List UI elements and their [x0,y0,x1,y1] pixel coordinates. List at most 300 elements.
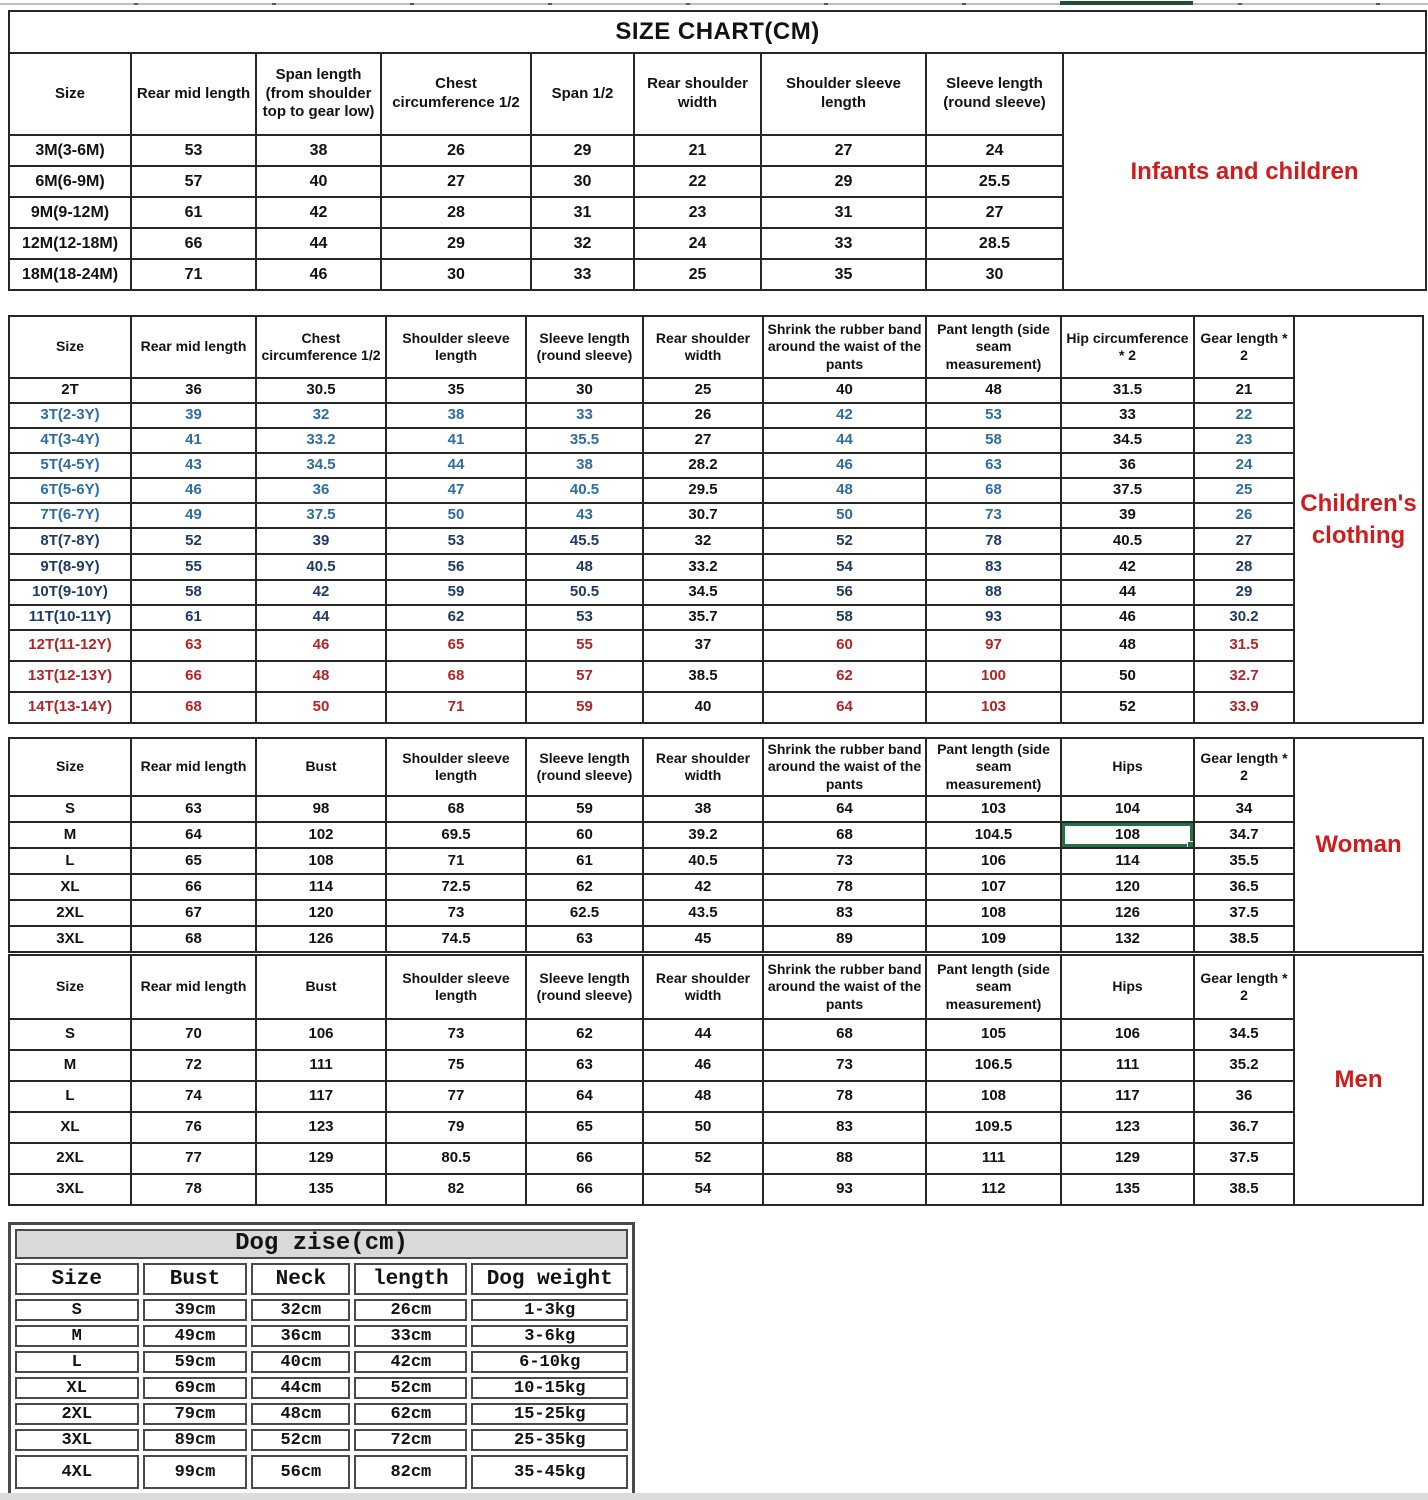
value-cell: 62 [526,1019,643,1050]
value-cell: 98 [256,796,386,822]
title-row [15,1229,628,1259]
value-cell: 59 [526,796,643,822]
table-row [9,605,1423,630]
value-cell: 33 [526,403,643,428]
value-cell: 62 [386,605,526,630]
value-cell: 106 [256,1019,386,1050]
header-cell: Shrink the rubber band around the waist of the pants [763,955,926,1019]
value-cell: 46 [256,630,386,661]
value-cell: 65 [131,848,256,874]
table-row [9,453,1423,478]
value-cell: 30 [531,166,634,197]
header-cell: Sleeve length (round sleeve) [526,738,643,796]
size-cell: 14T(13-14Y) [9,692,131,723]
value-cell: 48cm [251,1403,350,1425]
value-cell: 72.5 [386,874,526,900]
value-cell: 54 [763,554,926,580]
category-label: Men [1294,955,1423,1205]
value-cell: 82cm [354,1455,467,1489]
value-cell: 71 [386,692,526,723]
size-cell: 8T(7-8Y) [9,528,131,554]
value-cell: 68 [763,822,926,848]
value-cell: 50 [763,503,926,528]
value-cell: 43 [526,503,643,528]
header-cell: Rear mid length [131,316,256,378]
value-cell: 29 [531,135,634,166]
value-cell: 52 [1061,692,1194,723]
value-cell: 111 [256,1050,386,1081]
value-cell: 44 [763,428,926,453]
value-cell: 71 [386,848,526,874]
value-cell: 33 [531,259,634,290]
header-cell: Shrink the rubber band around the waist of the pants [763,316,926,378]
value-cell: 33 [761,228,926,259]
value-cell: 82 [386,1174,526,1205]
value-cell: 105 [926,1019,1061,1050]
value-cell: 39 [256,528,386,554]
value-cell: 97 [926,630,1061,661]
value-cell: 65 [386,630,526,661]
value-cell: 114 [1061,848,1194,874]
value-cell: 63 [526,926,643,952]
size-cell: 2XL [15,1403,139,1425]
value-cell: 36 [1194,1081,1294,1112]
size-cell: 4T(3-4Y) [9,428,131,453]
value-cell: 53 [386,528,526,554]
header-cell: Bust [143,1263,248,1295]
value-cell: 56 [386,554,526,580]
value-cell: 42 [643,874,763,900]
category-label: Infants and children [1063,53,1426,290]
table-row [9,1174,1423,1205]
value-cell: 64 [131,822,256,848]
value-cell: 37.5 [1194,1143,1294,1174]
selected-column-indicator [1060,1,1193,5]
woman-size-table [8,737,1424,953]
value-cell: 63 [131,796,256,822]
value-cell: 40 [643,692,763,723]
value-cell: 34.5 [1194,1019,1294,1050]
value-cell: 58 [926,428,1061,453]
header-cell: Sleeve length (round sleeve) [526,955,643,1019]
value-cell: 45.5 [526,528,643,554]
value-cell: 120 [1061,874,1194,900]
value-cell: 32 [256,403,386,428]
value-cell: 108 [926,900,1061,926]
value-cell: 28.5 [926,228,1063,259]
header-cell: Gear length * 2 [1194,738,1294,796]
value-cell: 89cm [143,1429,248,1451]
value-cell: 41 [131,428,256,453]
value-cell: 68 [763,1019,926,1050]
value-cell: 35 [761,259,926,290]
value-cell: 36.5 [1194,874,1294,900]
table-row [9,478,1423,503]
value-cell: 42 [256,580,386,605]
size-cell: 18M(18-24M) [9,259,131,290]
value-cell: 40.5 [643,848,763,874]
value-cell: 123 [1061,1112,1194,1143]
value-cell: 42 [1061,554,1194,580]
value-cell: 93 [763,1174,926,1205]
table-row [9,1143,1423,1174]
value-cell: 1-3kg [471,1299,628,1321]
value-cell: 48 [526,554,643,580]
value-cell: 66 [131,228,256,259]
value-cell: 27 [761,135,926,166]
value-cell: 28.2 [643,453,763,478]
header-cell: Chest circumference 1/2 [381,53,531,135]
value-cell: 65 [526,1112,643,1143]
header-cell: Shoulder sleeve length [761,53,926,135]
value-cell: 129 [1061,1143,1194,1174]
value-cell: 132 [1061,926,1194,952]
value-cell: 74.5 [386,926,526,952]
value-cell: 112 [926,1174,1061,1205]
value-cell: 42cm [354,1351,467,1373]
size-cell: 13T(12-13Y) [9,661,131,692]
infant-size-table [8,10,1427,291]
size-cell: 6M(6-9M) [9,166,131,197]
header-cell: Rear shoulder width [643,955,763,1019]
title-row [9,11,1426,53]
value-cell: 30 [381,259,531,290]
size-cell: S [15,1299,139,1321]
value-cell: 27 [926,197,1063,228]
value-cell: 109.5 [926,1112,1061,1143]
size-cell: 12T(11-12Y) [9,630,131,661]
size-cell: 3XL [9,1174,131,1205]
value-cell: 35.7 [643,605,763,630]
value-cell: 56cm [251,1455,350,1489]
value-cell: 23 [1194,428,1294,453]
value-cell: 36cm [251,1325,350,1347]
value-cell: 37.5 [1194,900,1294,926]
value-cell: 104.5 [926,822,1061,848]
value-cell: 36 [1061,453,1194,478]
table-row [9,403,1423,428]
value-cell: 28 [381,197,531,228]
value-cell: 31.5 [1061,378,1194,403]
value-cell: 35.5 [526,428,643,453]
header-cell: Size [9,738,131,796]
value-cell: 68 [926,478,1061,503]
header-cell: Sleeve length (round sleeve) [526,316,643,378]
size-cell: L [15,1351,139,1373]
value-cell: 6-10kg [471,1351,628,1373]
size-cell: M [9,822,131,848]
value-cell: 114 [256,874,386,900]
value-cell: 73 [386,900,526,926]
value-cell: 44cm [251,1377,350,1399]
value-cell: 135 [1061,1174,1194,1205]
value-cell: 103 [926,796,1061,822]
header-cell: Pant length (side seam measurement) [926,316,1061,378]
header-cell: Gear length * 2 [1194,316,1294,378]
size-cell: 3XL [15,1429,139,1451]
value-cell: 48 [256,661,386,692]
value-cell: 22 [1194,403,1294,428]
table-row [15,1377,628,1399]
size-cell: XL [9,874,131,900]
header-cell: Pant length (side seam measurement) [926,955,1061,1019]
value-cell: 10-15kg [471,1377,628,1399]
header-cell: Size [9,955,131,1019]
header-cell: Shoulder sleeve length [386,316,526,378]
value-cell: 15-25kg [471,1403,628,1425]
header-cell: Rear mid length [131,955,256,1019]
value-cell: 73 [763,1050,926,1081]
value-cell: 46 [1061,605,1194,630]
header-cell: length [354,1263,467,1295]
table-row [9,503,1423,528]
value-cell: 35 [386,378,526,403]
table-row [9,848,1423,874]
column-tick-line [0,3,1428,5]
value-cell: 60 [763,630,926,661]
value-cell: 64 [763,796,926,822]
value-cell: 44 [256,228,381,259]
value-cell: 57 [131,166,256,197]
header-cell: Hips [1061,955,1194,1019]
table-row [9,378,1423,403]
value-cell: 135 [256,1174,386,1205]
value-cell: 68 [386,661,526,692]
header-cell: Rear shoulder width [634,53,761,135]
value-cell: 100 [926,661,1061,692]
value-cell: 32 [531,228,634,259]
value-cell: 44 [386,453,526,478]
value-cell: 40 [256,166,381,197]
header-cell: Span length (from shoulder top to gear low) [256,53,381,135]
value-cell: 55 [526,630,643,661]
size-cell: 3XL [9,926,131,952]
table-row [9,796,1423,822]
value-cell: 29 [1194,580,1294,605]
size-cell: 12M(12-18M) [9,228,131,259]
value-cell: 29.5 [643,478,763,503]
header-cell: Rear mid length [131,53,256,135]
value-cell: 111 [926,1143,1061,1174]
header-cell: Hip circumference * 2 [1061,316,1194,378]
size-cell: 5T(4-5Y) [9,453,131,478]
men-size-table [8,954,1424,1206]
value-cell: 106 [1061,1019,1194,1050]
value-cell: 126 [1061,900,1194,926]
value-cell: 37 [643,630,763,661]
value-cell: 38.5 [1194,1174,1294,1205]
value-cell: 47 [386,478,526,503]
value-cell: 37.5 [256,503,386,528]
value-cell: 53 [131,135,256,166]
size-cell: M [15,1325,139,1347]
value-cell: 35.2 [1194,1050,1294,1081]
value-cell: 44 [1061,580,1194,605]
value-cell: 54 [643,1174,763,1205]
value-cell: 34.7 [1194,822,1294,848]
value-cell: 69.5 [386,822,526,848]
value-cell: 103 [926,692,1061,723]
value-cell: 73 [763,848,926,874]
value-cell: 71 [131,259,256,290]
value-cell: 3-6kg [471,1325,628,1347]
value-cell: 61 [526,848,643,874]
value-cell: 52 [763,528,926,554]
value-cell: 50 [643,1112,763,1143]
value-cell: 93 [926,605,1061,630]
value-cell: 107 [926,874,1061,900]
value-cell: 40 [763,378,926,403]
value-cell: 49 [131,503,256,528]
value-cell: 25.5 [926,166,1063,197]
value-cell: 48 [926,378,1061,403]
value-cell: 60 [526,822,643,848]
value-cell: 57 [526,661,643,692]
value-cell: 44 [643,1019,763,1050]
value-cell: 62 [763,661,926,692]
value-cell: 46 [643,1050,763,1081]
value-cell: 52 [643,1143,763,1174]
value-cell: 34 [1194,796,1294,822]
header-cell: Sleeve length (round sleeve) [926,53,1063,135]
value-cell: 48 [643,1081,763,1112]
table-row [9,926,1423,952]
table-row [15,1299,628,1321]
header-cell: Gear length * 2 [1194,955,1294,1019]
value-cell: 80.5 [386,1143,526,1174]
header-row [9,53,1426,135]
value-cell: 78 [131,1174,256,1205]
value-cell: 27 [1194,528,1294,554]
value-cell: 108 [256,848,386,874]
value-cell: 72cm [354,1429,467,1451]
value-cell: 32cm [251,1299,350,1321]
value-cell: 35.5 [1194,848,1294,874]
value-cell: 46 [763,453,926,478]
value-cell: 38.5 [1194,926,1294,952]
header-row [9,738,1423,796]
value-cell: 76 [131,1112,256,1143]
value-cell: 24 [634,228,761,259]
value-cell: 30 [526,378,643,403]
value-cell: 27 [643,428,763,453]
value-cell: 73 [386,1019,526,1050]
header-cell: Dog weight [471,1263,628,1295]
value-cell: 33cm [354,1325,467,1347]
value-cell: 52cm [251,1429,350,1451]
value-cell: 25-35kg [471,1429,628,1451]
value-cell: 40cm [251,1351,350,1373]
value-cell: 34.5 [1061,428,1194,453]
value-cell: 55 [131,554,256,580]
header-cell: Rear shoulder width [643,738,763,796]
size-cell: M [9,1050,131,1081]
table-row [15,1403,628,1425]
value-cell: 53 [926,403,1061,428]
table-row [15,1455,628,1489]
value-cell: 48 [1061,630,1194,661]
value-cell: 50.5 [526,580,643,605]
header-cell: Span 1/2 [531,53,634,135]
table-row [9,822,1423,848]
value-cell: 78 [763,1081,926,1112]
value-cell: 50 [386,503,526,528]
value-cell: 129 [256,1143,386,1174]
table-row [9,1019,1423,1050]
value-cell: 30.2 [1194,605,1294,630]
value-cell: 29 [761,166,926,197]
size-cell: 7T(6-7Y) [9,503,131,528]
value-cell: 21 [1194,378,1294,403]
value-cell: 73 [926,503,1061,528]
value-cell: 28 [1194,554,1294,580]
value-cell: 68 [131,926,256,952]
value-cell: 36 [256,478,386,503]
value-cell: 39cm [143,1299,248,1321]
value-cell: 61 [131,197,256,228]
value-cell: 68 [131,692,256,723]
header-cell: Chest circumference 1/2 [256,316,386,378]
value-cell: 52 [131,528,256,554]
value-cell: 26cm [354,1299,467,1321]
value-cell: 83 [763,900,926,926]
size-cell: XL [15,1377,139,1399]
table-row [15,1429,628,1451]
value-cell: 31 [761,197,926,228]
value-cell: 43.5 [643,900,763,926]
value-cell: 77 [131,1143,256,1174]
value-cell: 39 [131,403,256,428]
value-cell: 38 [256,135,381,166]
size-cell: 2XL [9,1143,131,1174]
table-row [9,1081,1423,1112]
size-cell: 4XL [15,1455,139,1489]
value-cell: 38 [643,796,763,822]
size-cell: L [9,848,131,874]
children-size-table [8,315,1424,724]
size-cell: 3M(3-6M) [9,135,131,166]
value-cell: 46 [256,259,381,290]
value-cell: 49cm [143,1325,248,1347]
value-cell: 66 [526,1143,643,1174]
value-cell: 29 [381,228,531,259]
value-cell: 30.7 [643,503,763,528]
table-row [15,1325,628,1347]
value-cell: 32.7 [1194,661,1294,692]
value-cell: 77 [386,1081,526,1112]
value-cell: 40.5 [526,478,643,503]
value-cell: 50 [1061,661,1194,692]
size-cell: S [9,1019,131,1050]
size-cell: XL [9,1112,131,1143]
value-cell: 36.7 [1194,1112,1294,1143]
table-row [9,900,1423,926]
value-cell: 63 [131,630,256,661]
table-row [9,661,1423,692]
value-cell: 38 [386,403,526,428]
value-cell: 108 [1061,822,1194,848]
value-cell: 26 [643,403,763,428]
value-cell: 53 [526,605,643,630]
value-cell: 83 [926,554,1061,580]
value-cell: 30.5 [256,378,386,403]
table-row [9,428,1423,453]
size-cell: 2XL [9,900,131,926]
header-cell: Bust [256,738,386,796]
header-cell: Shoulder sleeve length [386,738,526,796]
value-cell: 106.5 [926,1050,1061,1081]
value-cell: 117 [256,1081,386,1112]
